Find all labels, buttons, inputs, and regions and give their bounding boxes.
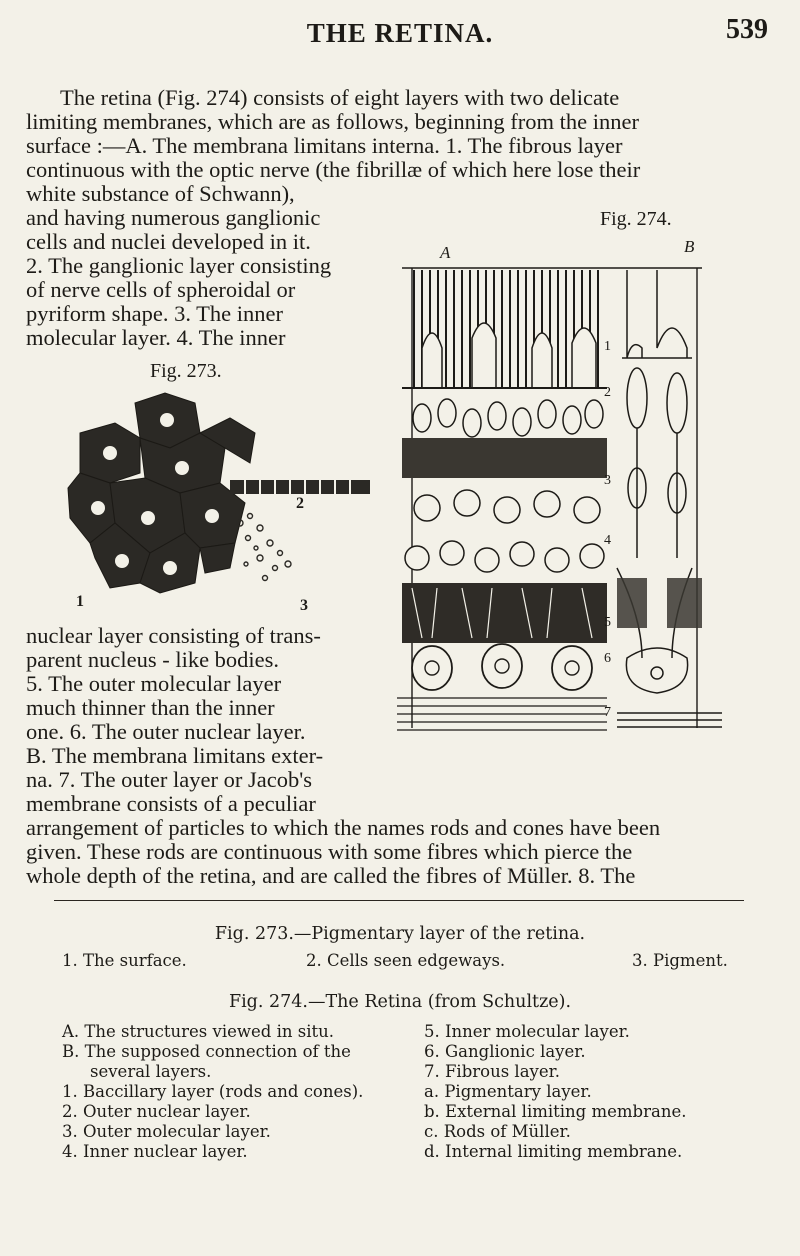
fig274-illustration <box>392 238 742 798</box>
page-number: 539 <box>726 14 768 45</box>
fig273-mark-1: 1 <box>76 593 84 610</box>
fig274-caption-right-2: 6. Ganglionic layer. <box>424 1042 586 1061</box>
fig274-mark-3: 3 <box>604 473 611 488</box>
fig274-caption-right-3: 7. Fibrous layer. <box>424 1062 560 1081</box>
fig274-mark-B: B <box>684 238 695 256</box>
fig273-caption-item-1: 1. The surface. <box>62 951 187 970</box>
left-line-3: cells and nuclei developed in it. <box>26 229 311 254</box>
fig273-label: Fig. 273. <box>150 360 222 382</box>
fig274-caption-left-4: 1. Baccillary layer (rods and cones). <box>62 1082 364 1101</box>
full-line-1: arrangement of particles to which the names rods and cones have been <box>26 815 661 840</box>
fig274-caption-title: Fig. 274.—The Retina (from Schultze). <box>228 992 572 1012</box>
running-head: THE RETINA. <box>306 18 494 48</box>
fig273-caption-title: Fig. 273.—Pigmentary layer of the retina. <box>214 924 586 944</box>
left2-line-4: much thinner than the inner <box>26 695 275 720</box>
fig274-caption-left-7: 4. Inner nuclear layer. <box>62 1142 248 1161</box>
left2-line-2: parent nucleus - like bodies. <box>26 647 280 672</box>
left-line-6: pyriform shape. 3. The inner <box>26 301 284 326</box>
left-line-5: of nerve cells of spheroidal or <box>26 277 296 302</box>
left-line-4: 2. The ganglionic layer consisting <box>26 253 332 278</box>
fig274-mark-4: 4 <box>604 533 611 548</box>
left2-line-3: 5. The outer molecular layer <box>26 671 282 696</box>
body-line-3: surface :—A. The membrana limitans interna. 1. The fibrous layer <box>26 133 623 158</box>
left2-line-7: na. 7. The outer layer or Jacob's <box>26 767 313 792</box>
body-line-1: The retina (Fig. 274) consists of eight layers with two delicate <box>60 85 620 110</box>
fig274-caption-right-5: b. External limiting membrane. <box>424 1102 687 1121</box>
fig273-caption-item-3: 3. Pigment. <box>632 951 728 970</box>
fig274-mark-A: A <box>440 243 451 262</box>
body-line-2: limiting membranes, which are as follows, beginning from the inner <box>26 109 639 134</box>
left-line-7: molecular layer. 4. The inner <box>26 325 286 350</box>
fig274-caption-right-4: a. Pigmentary layer. <box>424 1082 592 1101</box>
footnote-divider <box>54 900 744 901</box>
fig274-mark-2: 2 <box>604 385 611 400</box>
fig274-label: Fig. 274. <box>600 208 672 230</box>
fig274-mark-1: 1 <box>604 339 611 354</box>
fig274-caption-right-7: d. Internal limiting membrane. <box>424 1142 683 1161</box>
fig274-mark-7: 7 <box>604 705 611 720</box>
fig274-caption-right-6: c. Rods of Müller. <box>424 1122 571 1141</box>
full-line-2: given. These rods are continuous with some fibres which pierce the <box>26 839 633 864</box>
fig273-caption-item-2: 2. Cells seen edgeways. <box>306 951 506 970</box>
fig274-caption-left-5: 2. Outer nuclear layer. <box>62 1102 251 1121</box>
fig274-caption-right-1: 5. Inner molecular layer. <box>424 1022 630 1041</box>
fig274-caption-left-3: several layers. <box>90 1062 212 1081</box>
fig274-caption-left-1: A. The structures viewed in situ. <box>62 1022 334 1041</box>
fig274-mark-5: 5 <box>604 615 611 630</box>
full-line-3: whole depth of the retina, and are called the fibres of Müller. 8. The <box>26 863 636 888</box>
left2-line-5: one. 6. The outer nuclear layer. <box>26 719 306 744</box>
fig274-mark-6: 6 <box>604 651 611 666</box>
left-line-1: white substance of Schwann), <box>26 181 295 206</box>
left2-line-8: membrane consists of a peculiar <box>26 791 316 816</box>
left2-line-6: B. The membrana limitans exter- <box>26 743 324 768</box>
body-line-4: continuous with the optic nerve (the fibrillæ of which here lose their <box>26 157 641 182</box>
fig274-caption-left-6: 3. Outer molecular layer. <box>62 1122 271 1141</box>
left-line-2: and having numerous ganglionic <box>26 205 321 230</box>
fig273-mark-2: 2 <box>296 495 304 512</box>
fig273-mark-3: 3 <box>300 597 308 613</box>
left2-line-1: nuclear layer consisting of trans- <box>26 623 321 648</box>
fig273-illustration <box>60 388 390 613</box>
fig274-caption-left-2: B. The supposed connection of the <box>62 1042 351 1061</box>
